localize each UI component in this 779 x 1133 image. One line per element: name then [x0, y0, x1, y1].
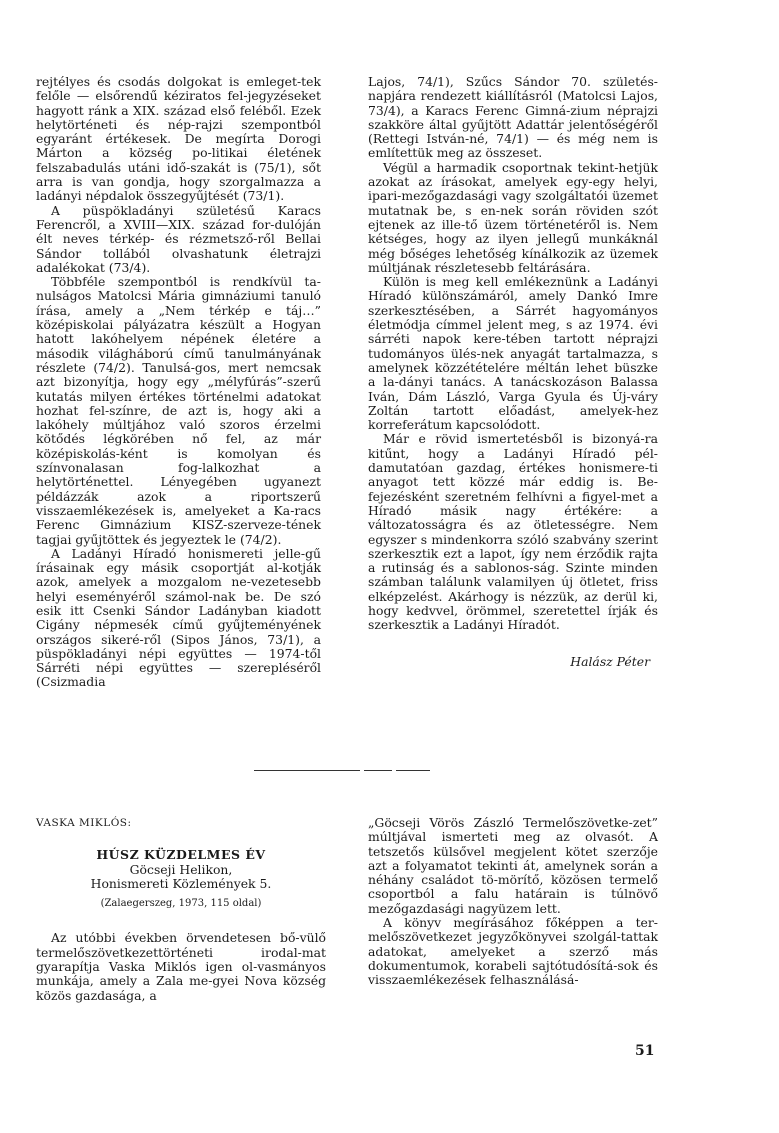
- review-title: HÚSZ KÜZDELMES ÉV: [96, 847, 266, 863]
- review-author: VASKA MIKLÓS:: [36, 817, 132, 829]
- paragraph: A Ladányi Híradó honismereti jelle-gű írásainak egy másik csoportját al-kotják azok, amelyek a mozgalom ne-vezetesebb helyi eseményéről számol-nak be. De szó esik itt Csenki Sándor Ladányban kiadott Cigány népmesék című gyűjteményének országos sikeré-ről (Sipos János, 73/1), a püspökladányi népi együttes — 1974-től Sárréti népi együttes — szerepléséről (Csizmadia: [36, 545, 321, 690]
- review-heading: [36, 848, 326, 911]
- paragraph: Már e rövid ismertetésből is bizonyá-ra kitűnt, hogy a Ladányi Híradó pél-damutatóan gazdag, értékes honismere-ti anyagot tett közzé már eddig is. Be-fejezésként szeretném felhívni a figyel-met a Híradó másik nagy értékére: a változatosságra és az ötletességre. Nem egyszer s mindenkorra szóló szabvány szerint szerkesztik ezt a lapot, így nem érződik rajta a rutinság és a sablonos-ság. Szinte minden számban találunk valamilyen új ötletet, friss elképzelést. Akárhogy is nézzük, az derül ki, hogy kedvvel, örömmel, szeretettel írják és szerkesztik a Ladányi Híradót.: [368, 431, 658, 633]
- review-column-right: [368, 816, 658, 988]
- paragraph: Az utóbbi években örvendetesen bő-vülő termelőszövetkezettörténeti irodal-mat gyarapítja Vaska Miklós igen ol-vasmányos munkája, amely a Zala me-gyei Nova község közös gazdasága, a: [36, 930, 326, 1003]
- paragraph: „Göcseji Vörös Zászló Termelőszövetke-zet” múltjával ismerteti meg az olvasót. A tetszetős külsővel megjelent kötet szerzője azt a folyamatot tekinti át, amelynek során a néhány családot tö-mörítő, közösen termelő csoportból a falu határain is túlnövő mezőgazdasági nagyüzem lett.: [368, 815, 658, 916]
- section-divider: [254, 770, 360, 771]
- signature: Halász Péter: [570, 653, 650, 669]
- review-series: Honismereti Közlemények 5.: [90, 875, 272, 891]
- section-divider: [396, 770, 430, 771]
- paragraph: Többféle szempontból is rendkívül ta-nulságos Matolcsi Mária gimnáziumi tanuló írása, amely a „Nem térkép e táj…” középiskolai pályázatra készült a Hogyan hatott lakóhelyem népének életére a második világháború című tanulmányának részlete (74/2). Tanulsá-gos, mert nemcsak azt bizonyítja, hogy egy „mélyfúrás”-szerű kutatás milyen értékes történelmi adatokat hozhat fel-színre, de azt is, hogy aki a lakóhely múltjához való szoros érzelmi kötődés légkörében nő fel, az már középiskolás-ként is komolyan és színvonalasan fog-lalkozhat a helytörténettel. Lényegében ugyanezt példázzák azok a riportszerű visszaemlékezések is, amelyeket a Ka-racs Ferenc Gimnázium KISZ-szerveze-tének tagjai gyűjtöttek és jegyeztek le (74/2).: [36, 274, 321, 547]
- column-top-left: [36, 75, 321, 690]
- paragraph: Lajos, 74/1), Szűcs Sándor 70. születés-napjára rendezett kiállításról (Matolcsi Lajos, 73/4), a Karacs Ferenc Gimná-zium néprajzi szakköre által gyűjtött Adattár jelentőségéről (Rettegi István-né, 74/1) — és még nem is említettük meg az összeset.: [368, 74, 658, 161]
- page-number: 51: [635, 1043, 655, 1059]
- paragraph: rejtélyes és csodás dolgokat is emleget-tek felőle — elsőrendű kéziratos fel-jegyzéseket hagyott ránk a XIX. század első feléből. Ezek helytörténeti és nép-rajzi szempontból egyaránt értékesek. De megírta Dorogi Márton a község po-litikai életének felszabadulás utáni idő-szakát is (75/1), sőt arra is van gondja, hogy szorgalmazza a ladányi népdalok összegyűjtését (73/1).: [36, 74, 321, 204]
- paragraph: A könyv megírásához főképpen a ter-melőszövetkezet jegyzőkönyvei szolgál-tattak adatokat, amelyeket a szerző más dokumentumok, korabeli sajtótudósítá-sok és visszaemlékezések felhasználásá-: [368, 915, 658, 988]
- paragraph: Végül a harmadik csoportnak tekint-hetjük azokat az írásokat, amelyek egy-egy helyi, ipari-mezőgazdasági vagy szolgáltatói üzemet mutatnak be, s en-nek során röviden szót ejtenek az ille-tő üzem történetéről is. Nem kétséges, hogy az ilyen jellegű munkáknál még bőséges lehetőség kínálkozik az üzemek múltjának részletesebb feltárására.: [368, 159, 658, 275]
- column-top-right: [368, 75, 658, 669]
- review-column-left: [36, 816, 326, 1003]
- review-subtitle: Göcseji Helikon,: [129, 861, 233, 877]
- paragraph: Külön is meg kell emlékeznünk a Ladányi Híradó különszámáról, amely Dankó Imre szerkesztésében, a Sárrét hagyományos életmódja címmel jelent meg, s az 1974. évi sárréti napok kere-tében tartott néprajzi tudományos ülés-nek anyagát tartalmazza, s amelynek közzétételére méltán lehet büszke a la-dányi tanács. A tanácskozáson Balassa Iván, Dám László, Varga Gyula és Új-váry Zoltán tartott előadást, amelyek-hez korreferátum kapcsolódott.: [368, 274, 658, 433]
- section-divider: [364, 770, 392, 771]
- review-publication-info: (Zalaegerszeg, 1973, 115 oldal): [100, 898, 262, 910]
- paragraph: A püspökladányi születésű Karacs Ferencről, a XVIII—XIX. század for-dulóján élt neves térkép- és rézmetsző-ről Bellai Sándor tollából olvashatunk életrajzi adalékokat (73/4).: [36, 202, 321, 275]
